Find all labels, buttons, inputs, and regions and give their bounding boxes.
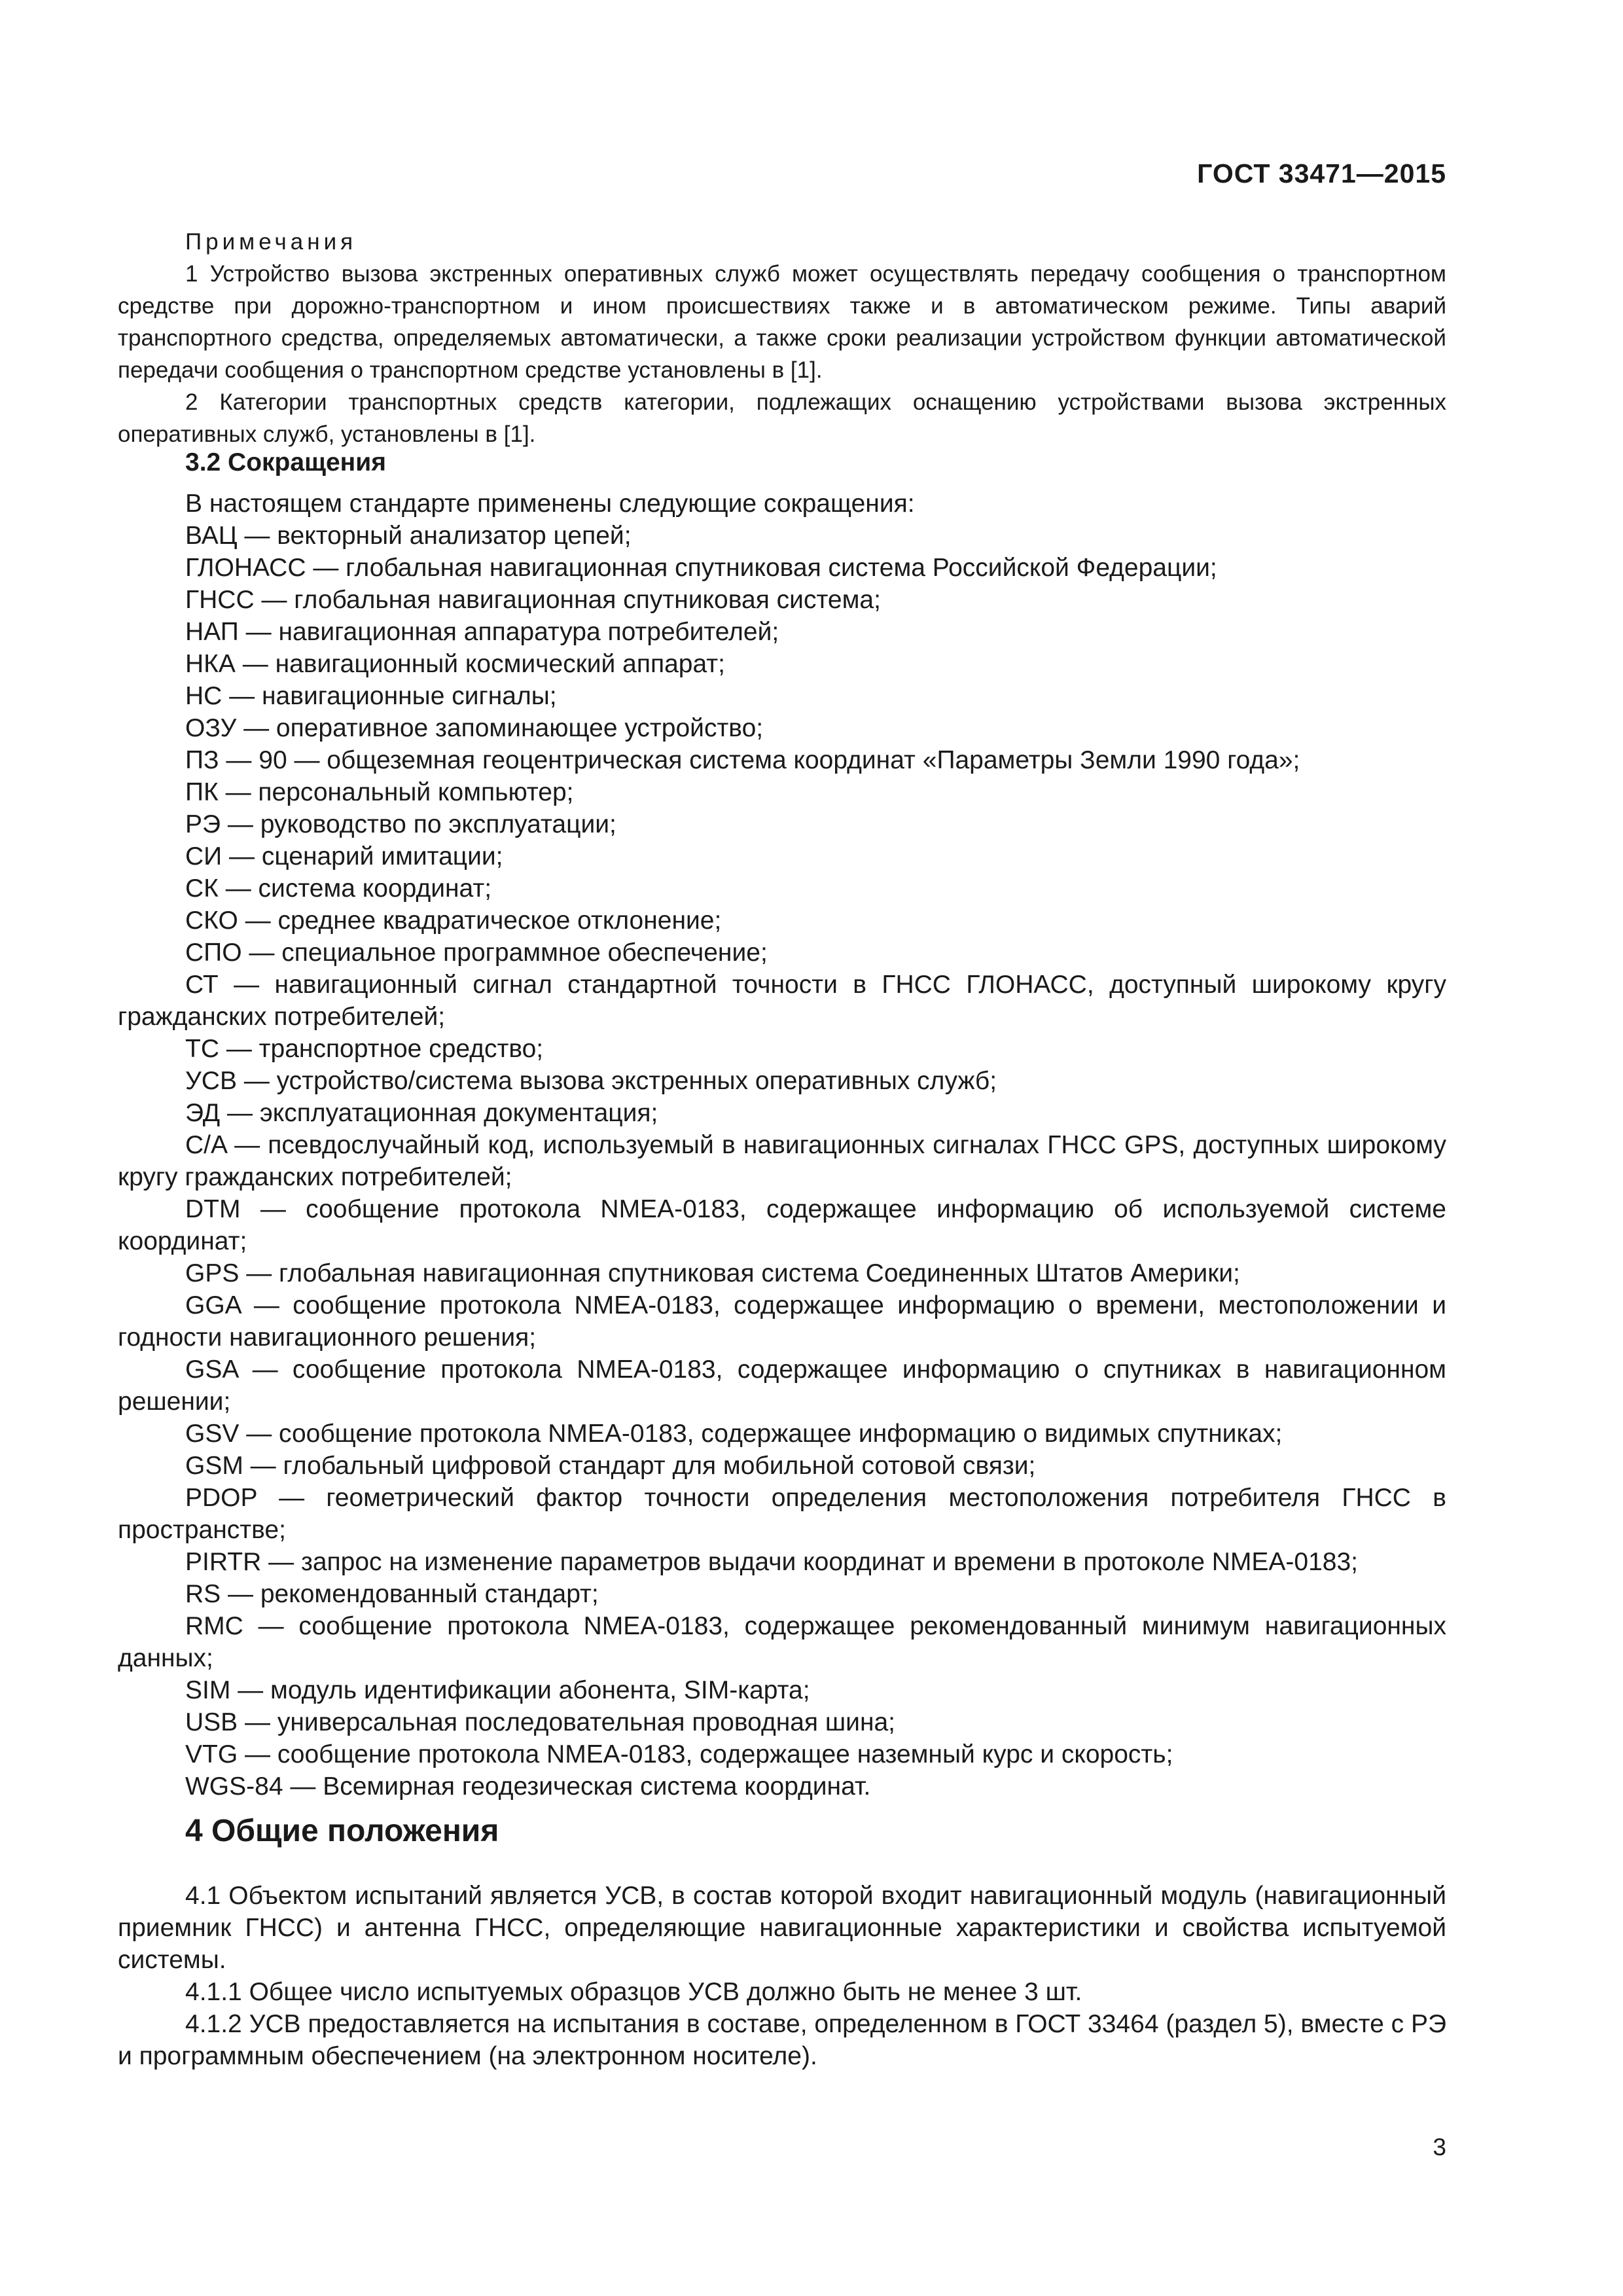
abbreviation-item: ТС — транспортное средство; [185,1035,544,1063]
section-heading: 4 Общие положения [185,1814,499,1848]
section-general-provisions [118,1812,1446,2072]
abbreviation-item: НКА — навигационный космический аппарат; [185,650,725,678]
abbreviation-item: GGA — сообщение протокола NMEA-0183, содержащее информацию о времени, местоположении и годности навигационного решения; [118,1291,1446,1352]
abbreviation-item: GPS — глобальная навигационная спутниковая система Соединенных Штатов Америки; [185,1259,1240,1287]
paragraph: 4.1.2 УСВ предоставляется на испытания в составе, определенном в ГОСТ 33464 (раздел 5), вместе с РЭ и программным обеспечением (на электронном носителе). [118,2010,1446,2070]
abbreviation-item: СИ — сценарий имитации; [185,842,503,870]
paragraph: 4.1.1 Общее число испытуемых образцов УСВ должно быть не менее 3 шт. [185,1978,1082,2006]
note-item: 1 Устройство вызова экстренных оперативных служб может осуществлять передачу сообщения о транспортном средстве при дорожно-транспортном и ином происшествиях также и в автоматическом режиме. Типы аварий транспортного средства, определяемых автоматически, а также сроки реализации устройством функции автоматической передачи сообщения о транспортном средстве установлены в [1]. [118,261,1446,383]
section-heading: 3.2 Сокращения [185,448,386,476]
abbreviation-item: PDOP — геометрический фактор точности определения местоположения потребителя ГНСС в пространстве; [118,1484,1446,1544]
abbreviation-item: GSV — сообщение протокола NMEA-0183, содержащее информацию о видимых спутниках; [185,1420,1283,1448]
abbreviation-item: ГЛОНАСС — глобальная навигационная спутниковая система Российской Федерации; [185,554,1217,582]
note-item: 2 Категории транспортных средств категории, подлежащих оснащению устройствами вызова экстренных оперативных служб, установлены в [1]. [118,389,1446,447]
abbreviation-item: СК — система координат; [185,874,492,903]
document-code: ГОСТ 33471—2015 [1197,158,1446,188]
abbreviation-item: СТ — навигационный сигнал стандартной точности в ГНСС ГЛОНАСС, доступный широкому кругу гражданских потребителей; [118,971,1446,1031]
abbreviation-item: ПК — персональный компьютер; [185,778,574,806]
abbreviation-item: USB — универсальная последовательная проводная шина; [185,1708,896,1736]
abbreviation-item: ОЗУ — оперативное запоминающее устройство; [185,714,764,742]
abbreviation-item: ВАЦ — векторный анализатор цепей; [185,522,632,550]
abbreviation-item: ГНСС — глобальная навигационная спутниковая система; [185,586,881,614]
page-number: 3 [1433,2134,1446,2161]
abbreviation-item: GSM — глобальный цифровой стандарт для мобильной сотовой связи; [185,1452,1036,1480]
abbreviation-item: НС — навигационные сигналы; [185,682,557,710]
paragraph: 4.1 Объектом испытаний является УСВ, в состав которой входит навигационный модуль (навигационный приемник ГНСС) и антенна ГНСС, определяющие навигационные характеристики и свойства испытуемой системы. [118,1882,1446,1974]
abbreviation-item: C/A — псевдослучайный код, используемый в навигационных сигналах ГНСС GPS, доступных широкому кругу гражданских потребителей; [118,1131,1446,1191]
abbreviation-item: РЭ — руководство по эксплуатации; [185,810,616,838]
abbreviation-item: PIRTR — запрос на изменение параметров выдачи координат и времени в протоколе NMEA-0183; [185,1548,1359,1576]
notes-block [118,226,1446,450]
abbreviation-item: ЭД — эксплуатационная документация; [185,1099,658,1127]
abbreviation-item: GSA — сообщение протокола NMEA-0183, содержащее информацию о спутниках в навигационном решении; [118,1355,1446,1416]
abbreviation-item: RS — рекомендованный стандарт; [185,1580,599,1608]
abbreviation-item: ПЗ — 90 — общеземная геоцентрическая система координат «Параметры Земли 1990 года»; [185,746,1300,774]
section-intro: В настоящем стандарте применены следующие сокращения: [185,490,915,518]
document-page [118,0,1446,2296]
abbreviation-item: DTM — сообщение протокола NMEA-0183, содержащее информацию об используемой системе координат; [118,1195,1446,1255]
abbreviation-item: RMC — сообщение протокола NMEA-0183, содержащее рекомендованный минимум навигационных данных; [118,1612,1446,1672]
abbreviation-item: СПО — специальное программное обеспечение; [185,939,768,967]
notes-title: Примечания [185,229,357,255]
abbreviation-list [118,520,1446,1803]
abbreviation-item: УСВ — устройство/система вызова экстренных оперативных служб; [185,1067,997,1095]
section-abbreviations [118,446,1446,1803]
abbreviation-item: VTG — сообщение протокола NMEA-0183, содержащее наземный курс и скорость; [185,1740,1173,1768]
abbreviation-item: SIM — модуль идентификации абонента, SIM-карта; [185,1676,810,1704]
abbreviation-item: WGS-84 — Всемирная геодезическая система координат. [185,1772,871,1801]
abbreviation-item: СКО — среднее квадратическое отклонение; [185,906,722,935]
abbreviation-item: НАП — навигационная аппаратура потребителей; [185,618,779,646]
